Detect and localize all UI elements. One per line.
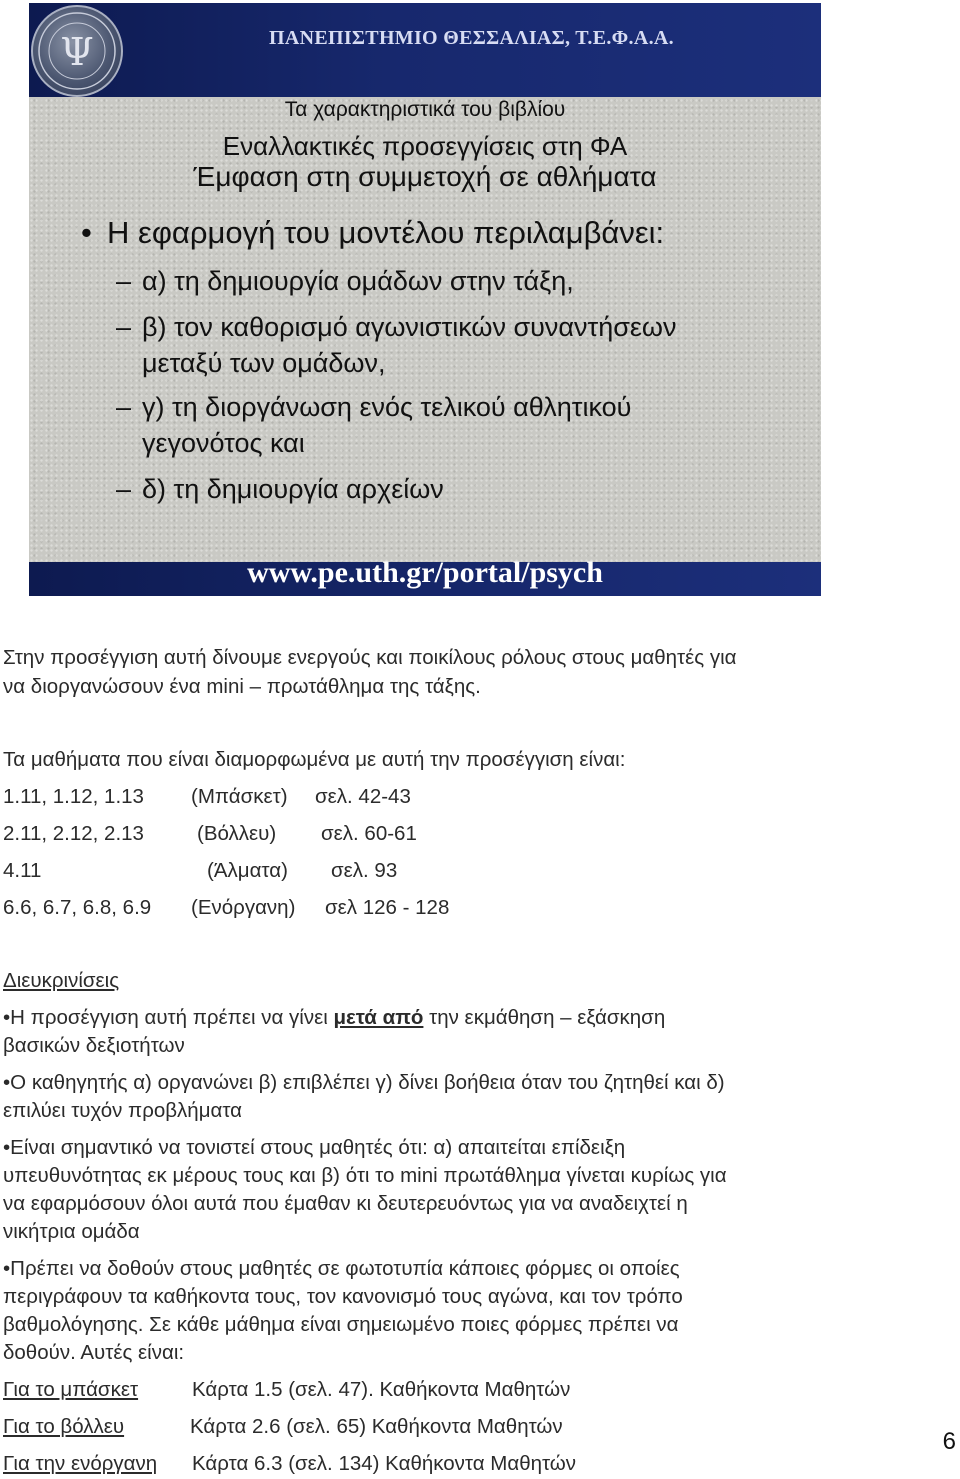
lesson-codes: 6.6, 6.7, 6.8, 6.9 [3, 896, 152, 919]
lesson-row [3, 820, 417, 849]
svg-text:Ψ: Ψ [60, 30, 94, 74]
clarification-3-cont: νικήτρια ομάδα [3, 1220, 140, 1243]
form-card: Κάρτα 6.3 (σελ. 134) Καθήκοντα Μαθητών [192, 1452, 577, 1475]
slide-item-text: γ) τη διοργάνωση ενός τελικού αθλητικού [142, 392, 632, 422]
bullet-dot-icon: • [81, 215, 92, 250]
clarification-2-cont: επιλύει τυχόν προβλήματα [3, 1099, 243, 1122]
slide-item-text: δ) τη δημιουργία αρχείων [142, 474, 444, 504]
form-label: Για την ενόργανη [3, 1452, 158, 1475]
form-row-basketball [3, 1376, 570, 1405]
clarification-3-cont: υπευθυνότητας εκ μέρους τους και β) ότι το mini πρωτάθλημα γίνεται κυρίως για [3, 1164, 727, 1187]
slide-title-line2: Έμφαση στη συμμετοχή σε αθλήματα [193, 161, 657, 192]
slide-image [29, 3, 821, 596]
clarification-1-cont: βασικών δεξιοτήτων [3, 1034, 185, 1057]
lesson-row [3, 857, 397, 886]
slide-bullet-text: Η εφαρμογή του μοντέλου περιλαμβάνει: [107, 215, 665, 250]
clarification-2: •Ο καθηγητής α) οργανώνει β) επιβλέπει γ) δίνει βοήθεια όταν του ζητηθεί και δ) [3, 1071, 725, 1094]
clarification-1 [3, 1004, 665, 1033]
clarification-text: την εκμάθηση – εξάσκηση [423, 1006, 666, 1029]
lesson-sport: (Ενόργανη) [191, 896, 296, 919]
lesson-pages: σελ 126 - 128 [325, 896, 450, 919]
slide-title-line1: Εναλλακτικές προσεγγίσεις στη ΦΑ [222, 131, 628, 161]
lesson-row [3, 783, 411, 812]
dash-icon: – [116, 312, 132, 342]
slide-header-band [29, 3, 821, 97]
clarification-3-cont: να εφαρμόσουν όλοι αυτά που έμαθαν κι δευτερευόντως για να αναδειχτεί η [3, 1192, 688, 1215]
university-title: ΠΑΝΕΠΙΣΤΗΜΙΟ ΘΕΣΣΑΛΙΑΣ, Τ.Ε.Φ.Α.Α. [269, 27, 674, 49]
lessons-heading: Τα μαθήματα που είναι διαμορφωμένα με αυτή την προσέγγιση είναι: [3, 748, 626, 771]
university-seal-icon [31, 5, 123, 97]
form-label: Για το μπάσκετ [3, 1378, 139, 1401]
dash-icon: – [116, 474, 132, 504]
clarification-4-cont: βαθμολόγησης. Σε κάθε μάθημα είναι σημειωμένο ποιες φόρμες πρέπει να [3, 1313, 679, 1336]
lesson-pages: σελ. 42-43 [315, 785, 411, 808]
dash-icon: – [116, 266, 132, 296]
clarification-4: •Πρέπει να δοθούν στους μαθητές σε φωτοτυπία κάποιες φόρμες οι οποίες [3, 1257, 680, 1280]
lesson-codes: 4.11 [3, 859, 42, 882]
form-card: Κάρτα 2.6 (σελ. 65) Καθήκοντα Μαθητών [190, 1415, 563, 1438]
intro-line1: Στην προσέγγιση αυτή δίνουμε ενεργούς και ποικίλους ρόλους στους μαθητές για [3, 646, 737, 669]
slide-bullet [81, 215, 664, 251]
clarification-4-cont: δοθούν. Αυτές είναι: [3, 1341, 185, 1364]
lesson-codes: 1.11, 1.12, 1.13 [3, 785, 144, 808]
slide-item-text-cont: γεγονότος και [142, 428, 305, 458]
lesson-pages: σελ. 93 [331, 859, 398, 882]
lesson-row [3, 894, 449, 923]
dash-icon: – [116, 392, 132, 422]
clarifications-heading: Διευκρινίσεις [3, 969, 120, 992]
form-row-gymnastics [3, 1450, 576, 1479]
emphasis-text: μετά από [333, 1006, 424, 1029]
slide-item-b [116, 309, 677, 381]
slide-footer-band [29, 556, 821, 596]
clarification-3: •Είναι σημαντικό να τονιστεί στους μαθητές ότι: α) απαιτείται επίδειξη [3, 1136, 626, 1159]
slide-item-c [116, 389, 631, 461]
slide-item-d [116, 471, 444, 507]
lesson-codes: 2.11, 2.12, 2.13 [3, 822, 144, 845]
clarification-4-cont: περιγράφουν τα καθήκοντα τους, τον κανονισμό τους αγώνα, και τον τρόπο [3, 1285, 683, 1308]
lesson-sport: (Μπάσκετ) [191, 785, 288, 808]
form-row-volleyball [3, 1413, 563, 1442]
lesson-sport: (Βόλλευ) [197, 822, 277, 845]
form-label: Για το βόλλευ [3, 1415, 125, 1438]
intro-line2: να διοργανώσουν ένα mini – πρωτάθλημα της τάξης. [3, 675, 481, 698]
slide-item-text-cont: μεταξύ των ομάδων, [142, 348, 386, 378]
form-card: Κάρτα 1.5 (σελ. 47). Καθήκοντα Μαθητών [192, 1378, 571, 1401]
clarification-text: •Η προσέγγιση αυτή πρέπει να γίνει [3, 1006, 334, 1029]
slide-subtitle: Τα χαρακτηριστικά του βιβλίου [284, 98, 566, 121]
page-number: 6 [942, 1428, 956, 1455]
footer-url: www.pe.uth.gr/portal/psych [247, 556, 603, 589]
lesson-pages: σελ. 60-61 [321, 822, 417, 845]
slide-item-text: α) τη δημιουργία ομάδων στην τάξη, [142, 266, 574, 296]
slide-item-text: β) τον καθορισμό αγωνιστικών συναντήσεων [142, 312, 677, 342]
slide-item-a [116, 263, 574, 299]
lesson-sport: (Άλματα) [207, 859, 288, 882]
